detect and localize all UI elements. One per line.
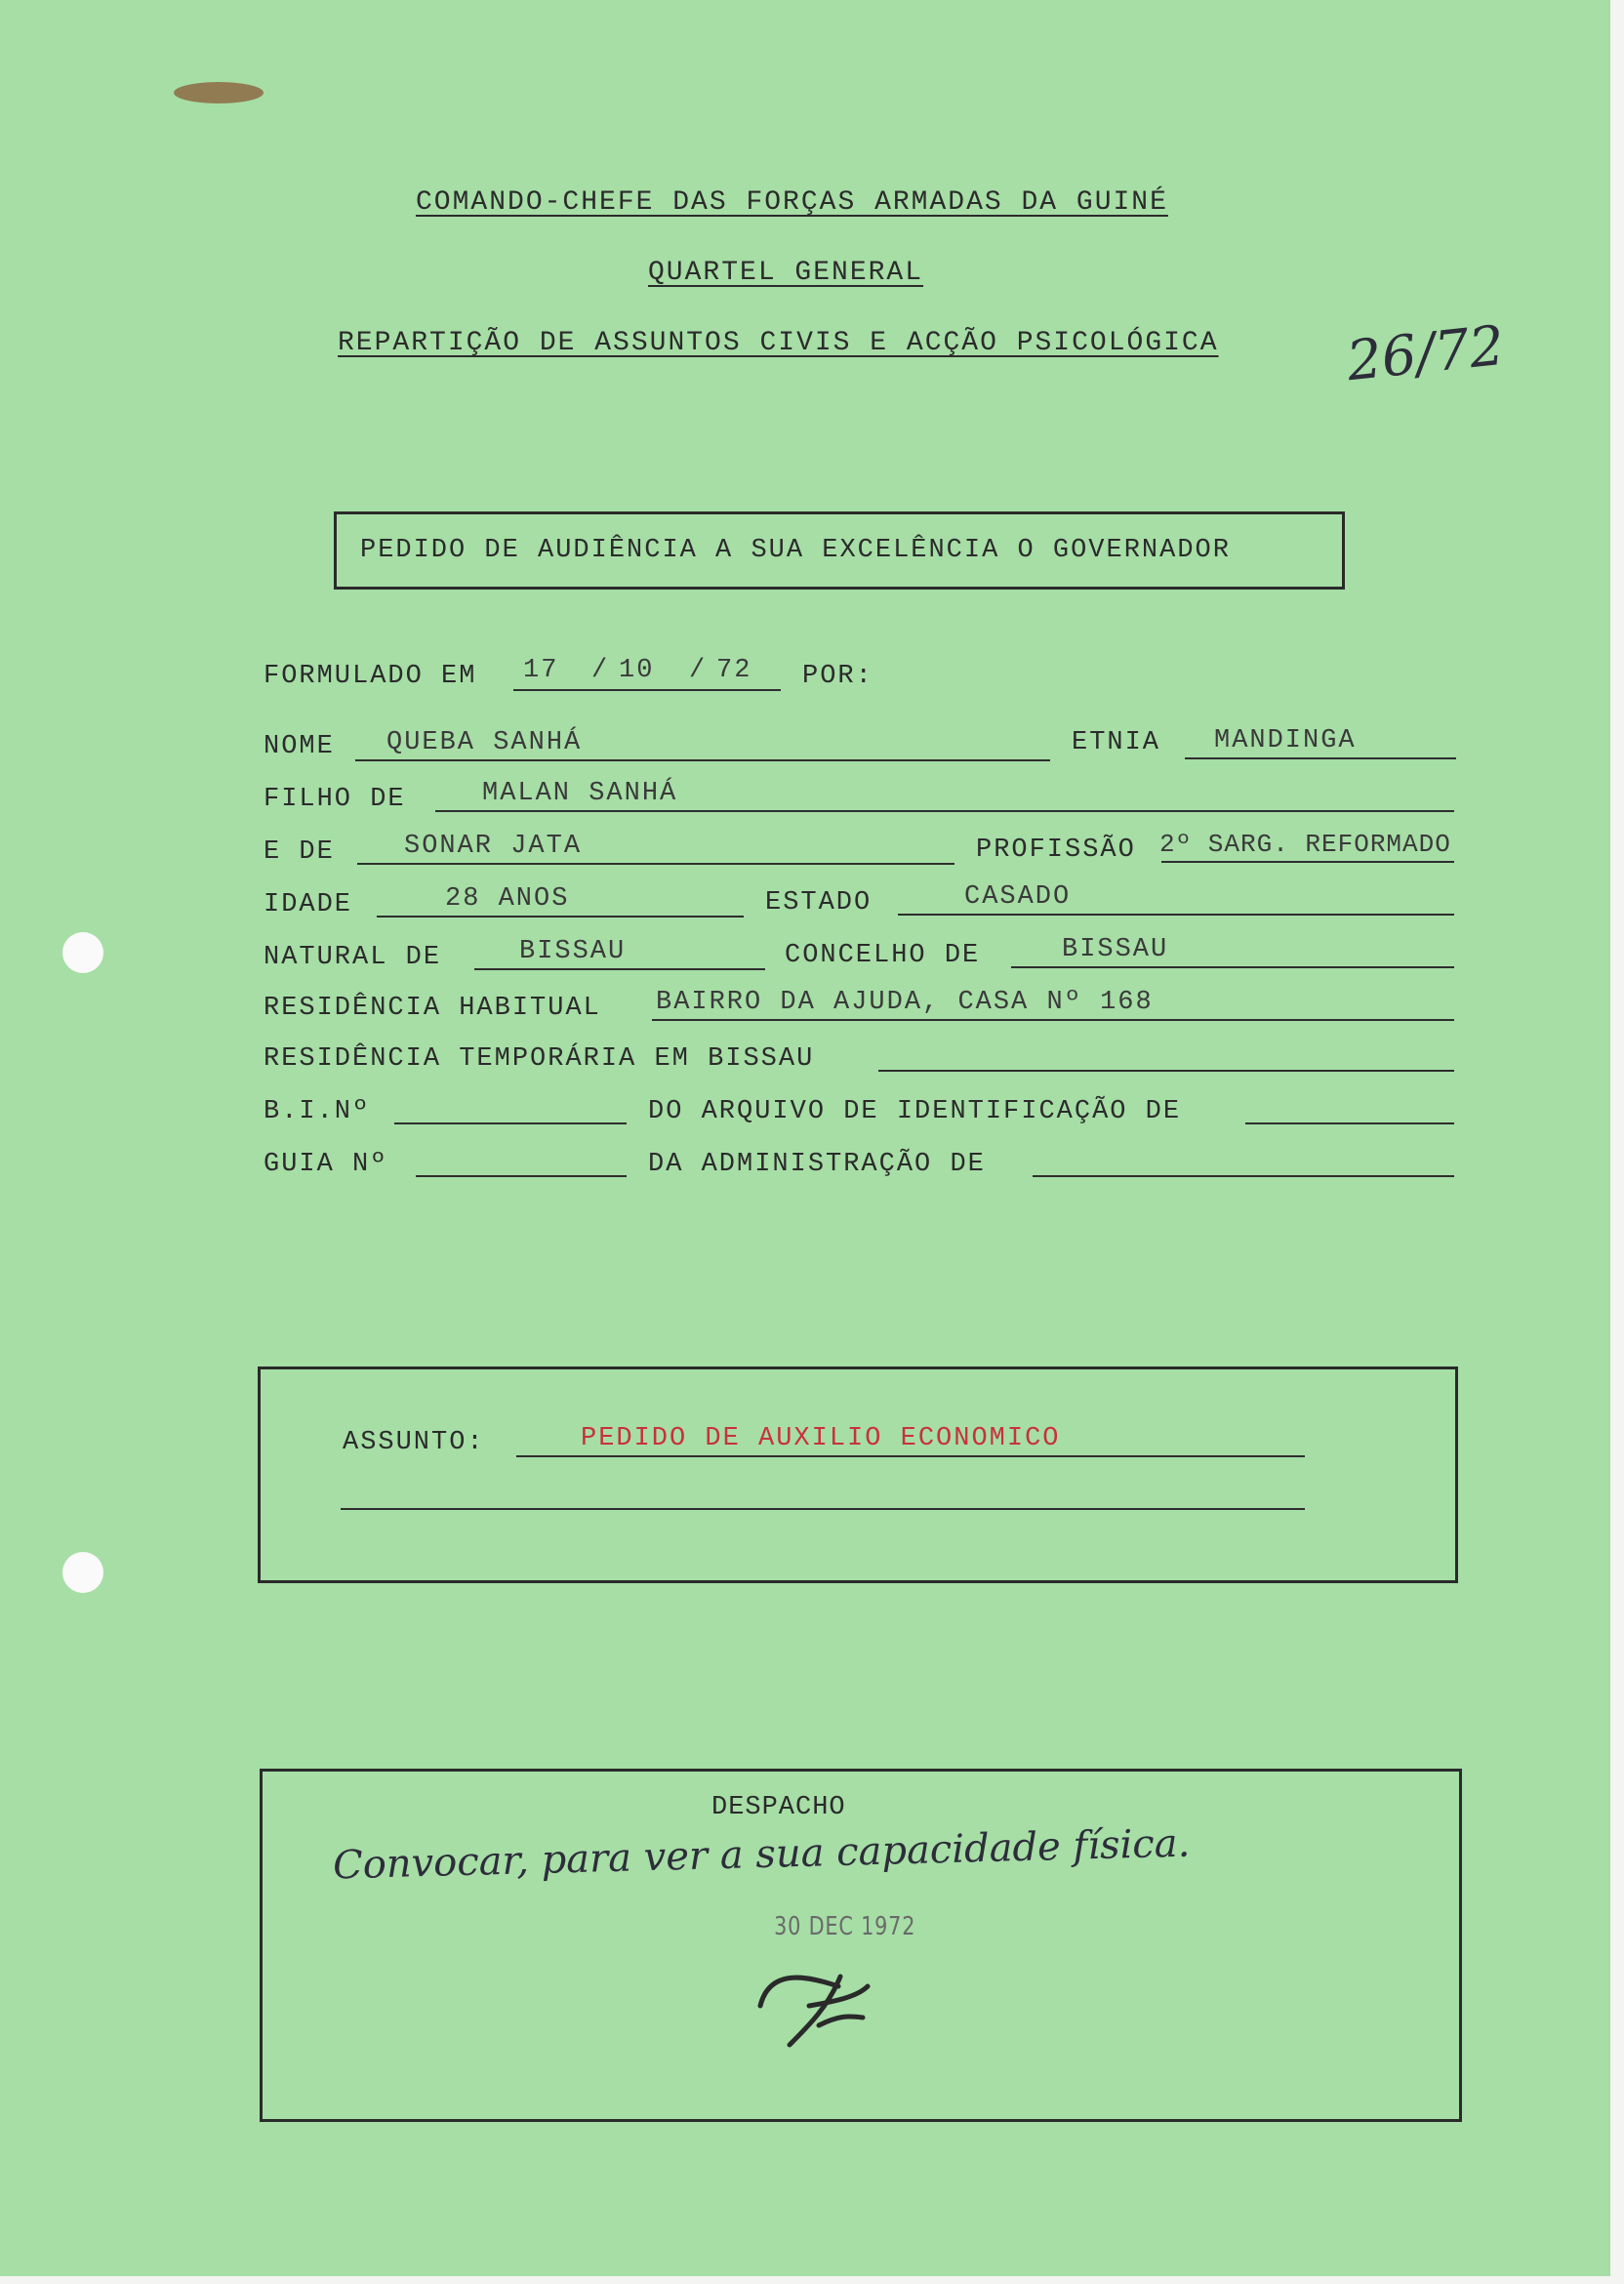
natural-label: NATURAL DE bbox=[264, 943, 442, 972]
concelho-label: CONCELHO DE bbox=[785, 941, 981, 970]
res-temp-underline bbox=[878, 1070, 1454, 1072]
date-sep-1: / bbox=[591, 656, 610, 685]
ede-label: E DE bbox=[264, 837, 335, 867]
document-title: PEDIDO DE AUDIÊNCIA A SUA EXCELÊNCIA O GOVERNADOR bbox=[360, 536, 1231, 565]
etnia-underline bbox=[1185, 757, 1456, 759]
admin-label: DA ADMINISTRAÇÃO DE bbox=[648, 1150, 986, 1179]
bi-underline bbox=[394, 1122, 627, 1124]
reference-number: 26/72 bbox=[1344, 313, 1508, 394]
rust-stain bbox=[174, 82, 264, 103]
punch-hole-top bbox=[62, 932, 103, 973]
res-hab-underline bbox=[652, 1019, 1454, 1021]
nome-underline bbox=[355, 759, 1050, 761]
estado-label: ESTADO bbox=[765, 888, 873, 918]
filho-underline bbox=[435, 810, 1454, 812]
filho-label: FILHO DE bbox=[264, 785, 406, 814]
header-line-1: COMANDO-CHEFE DAS FORÇAS ARMADAS DA GUINÉ bbox=[416, 187, 1168, 218]
date-sep-2: / bbox=[689, 656, 708, 685]
arquivo-underline bbox=[1245, 1122, 1454, 1124]
bi-label: B.I.Nº bbox=[264, 1097, 371, 1126]
profissao-label: PROFISSÃO bbox=[976, 836, 1136, 865]
assunto-box bbox=[258, 1366, 1458, 1583]
date-day: 17 bbox=[523, 656, 559, 685]
idade-label: IDADE bbox=[264, 890, 353, 919]
ede-underline bbox=[357, 863, 954, 865]
profissao-underline bbox=[1161, 861, 1454, 863]
assunto-underline-1 bbox=[516, 1455, 1305, 1457]
despacho-handwritten: Convocar, para ver a sua capacidade física. bbox=[332, 1820, 1191, 1889]
nome-value: QUEBA SANHÁ bbox=[386, 728, 583, 757]
filho-value: MALAN SANHÁ bbox=[482, 779, 678, 808]
concelho-value: BISSAU bbox=[1062, 935, 1169, 964]
profissao-value: 2º SARG. REFORMADO bbox=[1159, 830, 1451, 859]
idade-underline bbox=[377, 916, 744, 918]
arquivo-label: DO ARQUIVO DE IDENTIFICAÇÃO DE bbox=[648, 1097, 1182, 1126]
natural-underline bbox=[474, 968, 765, 970]
concelho-underline bbox=[1011, 966, 1454, 968]
res-temp-label: RESIDÊNCIA TEMPORÁRIA EM BISSAU bbox=[264, 1044, 815, 1074]
ede-value: SONAR JATA bbox=[404, 832, 583, 861]
assunto-value: PEDIDO DE AUXILIO ECONOMICO bbox=[581, 1424, 1061, 1453]
date-stamp: 30 DEC 1972 bbox=[774, 1912, 916, 1941]
header-line-3: REPARTIÇÃO DE ASSUNTOS CIVIS E ACÇÃO PSICOLÓGICA bbox=[338, 328, 1219, 358]
formulado-label: FORMULADO EM bbox=[264, 662, 477, 691]
guia-underline bbox=[416, 1175, 627, 1177]
date-year: 72 bbox=[716, 656, 752, 685]
natural-value: BISSAU bbox=[519, 937, 627, 966]
signature-mark bbox=[751, 1947, 887, 2055]
etnia-label: ETNIA bbox=[1072, 728, 1161, 757]
punch-hole-bottom bbox=[62, 1552, 103, 1593]
estado-underline bbox=[898, 914, 1454, 916]
date-month: 10 bbox=[619, 656, 655, 685]
header-line-2: QUARTEL GENERAL bbox=[648, 258, 924, 288]
por-label: POR: bbox=[802, 662, 873, 691]
res-hab-label: RESIDÊNCIA HABITUAL bbox=[264, 994, 601, 1023]
assunto-underline-2 bbox=[341, 1508, 1305, 1510]
assunto-label: ASSUNTO: bbox=[343, 1428, 485, 1457]
res-hab-value: BAIRRO DA AJUDA, CASA Nº 168 bbox=[656, 988, 1154, 1017]
guia-label: GUIA Nº bbox=[264, 1150, 388, 1179]
despacho-label: DESPACHO bbox=[711, 1793, 846, 1822]
title-box bbox=[334, 511, 1345, 590]
admin-underline bbox=[1033, 1175, 1454, 1177]
nome-label: NOME bbox=[264, 732, 335, 761]
estado-value: CASADO bbox=[964, 882, 1072, 912]
date-underline bbox=[513, 689, 781, 691]
despacho-box bbox=[260, 1769, 1462, 2122]
etnia-value: MANDINGA bbox=[1214, 726, 1357, 755]
idade-value: 28 ANOS bbox=[445, 884, 570, 914]
